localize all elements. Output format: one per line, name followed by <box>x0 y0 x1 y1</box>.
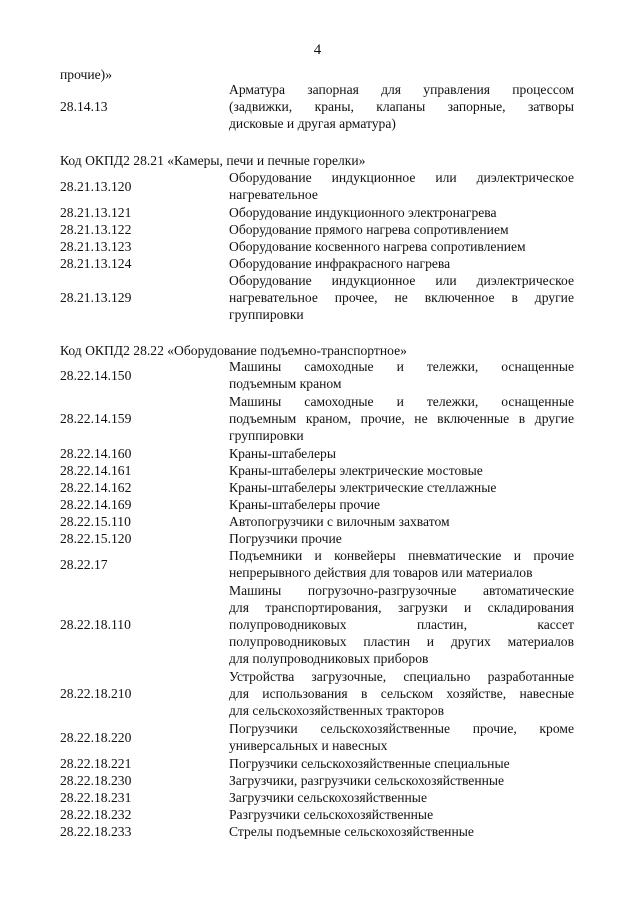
entry-code: 28.22.18.221 <box>60 756 132 771</box>
entry-desc-line: Загрузчики, разгрузчики сельскохозяйственные <box>229 773 505 788</box>
entry-desc-line: Устройства загрузочные, специально разработанные <box>229 669 574 684</box>
entry-code: 28.22.15.120 <box>60 531 132 546</box>
entry-desc-line: Оборудование прямого нагрева сопротивлением <box>229 222 509 237</box>
intro-desc-line: дисковые и другая арматура) <box>229 116 396 131</box>
intro-desc-line: (задвижки, краны, клапаны запорные, затворы <box>229 99 574 114</box>
entry-desc-line: подъемным краном <box>229 376 342 391</box>
entry-desc-line: непрерывного действия для товаров или материалов <box>229 565 533 580</box>
entry-desc-line: Машины самоходные и тележки, оснащенные <box>229 359 574 374</box>
entry-desc-line: Погрузчики прочие <box>229 531 342 546</box>
entry-desc-line: Машины погрузочно-разгрузочные автоматические <box>229 583 574 598</box>
entry-desc-line: Краны-штабелеры прочие <box>229 497 381 512</box>
entry-desc-line: для сельскохозяйственных тракторов <box>229 703 445 718</box>
entry-desc-line: нагревательное прочее, не включенное в другие <box>229 290 574 305</box>
entry-code: 28.22.18.232 <box>60 807 132 822</box>
entry-code: 28.22.18.220 <box>60 730 132 745</box>
entry-code: 28.22.18.233 <box>60 824 132 839</box>
intro-desc-line: Арматура запорная для управления процессом <box>229 82 574 97</box>
entry-desc-line: Погрузчики сельскохозяйственные специальные <box>229 756 510 771</box>
entry-desc-line: Оборудование индукционного электронагрева <box>229 205 497 220</box>
entry-code: 28.21.13.129 <box>60 290 132 305</box>
entry-code: 28.21.13.123 <box>60 239 132 254</box>
entry-desc-line: для полупроводниковых приборов <box>229 651 429 666</box>
entry-desc-line: для использования в сельском хозяйстве, навесные <box>229 686 574 701</box>
entry-code: 28.22.18.231 <box>60 790 132 805</box>
entry-desc-line: для транспортирования, загрузки и складирования <box>229 600 574 615</box>
entry-desc-line: группировки <box>229 428 304 443</box>
entry-desc-line: Машины самоходные и тележки, оснащенные <box>229 394 574 409</box>
entry-code: 28.22.14.160 <box>60 446 132 461</box>
entry-desc-line: подъемным краном, прочие, не включенные в другие <box>229 411 574 426</box>
intro-code: 28.14.13 <box>60 99 108 114</box>
entry-desc-line: группировки <box>229 307 304 322</box>
entry-code: 28.22.14.162 <box>60 480 132 495</box>
entry-desc-line: Оборудование индукционное или диэлектрическое <box>229 273 574 288</box>
entry-desc-line: полупроводниковых пластин и других материалов <box>229 634 574 649</box>
entry-desc-line: Погрузчики сельскохозяйственные прочие, кроме <box>229 721 574 736</box>
entry-code: 28.21.13.124 <box>60 256 132 271</box>
entry-code: 28.22.14.159 <box>60 411 132 426</box>
entry-desc-line: Разгрузчики сельскохозяйственные <box>229 807 434 822</box>
page-number: 4 <box>313 42 322 58</box>
entry-code: 28.22.14.150 <box>60 368 132 383</box>
entry-code: 28.22.14.169 <box>60 497 132 512</box>
intro-tail: прочие)» <box>60 67 112 82</box>
entry-desc-line: Краны-штабелеры электрические мостовые <box>229 463 483 478</box>
entry-code: 28.22.18.110 <box>60 617 131 632</box>
entry-desc-line: Оборудование индукционное или диэлектрическое <box>229 170 574 185</box>
section-heading: Код ОКПД2 28.21 «Камеры, печи и печные горелки» <box>60 153 366 168</box>
entry-desc-line: Оборудование косвенного нагрева сопротивлением <box>229 239 526 254</box>
entry-desc-line: полупроводниковых пластин, кассет <box>229 617 574 632</box>
entry-desc-line: Краны-штабелеры электрические стеллажные <box>229 480 497 495</box>
entry-desc-line: Загрузчики сельскохозяйственные <box>229 790 427 805</box>
entry-desc-line: Оборудование инфракрасного нагрева <box>229 256 451 271</box>
entry-desc-line: универсальных и навесных <box>229 738 388 753</box>
entry-code: 28.22.14.161 <box>60 463 132 478</box>
section-heading: Код ОКПД2 28.22 «Оборудование подъемно-транспортное» <box>60 343 407 358</box>
entry-desc-line: Подъемники и конвейеры пневматические и прочие <box>229 548 574 563</box>
entry-desc-line: нагревательное <box>229 187 318 202</box>
entry-code: 28.21.13.121 <box>60 205 132 220</box>
entry-desc-line: Стрелы подъемные сельскохозяйственные <box>229 824 474 839</box>
entry-code: 28.21.13.122 <box>60 222 132 237</box>
entry-code: 28.22.15.110 <box>60 514 131 529</box>
entry-code: 28.22.17 <box>60 557 108 572</box>
entry-code: 28.22.18.230 <box>60 773 132 788</box>
entry-code: 28.22.18.210 <box>60 686 132 701</box>
entry-code: 28.21.13.120 <box>60 179 132 194</box>
entry-desc-line: Краны-штабелеры <box>229 446 336 461</box>
entry-desc-line: Автопогрузчики с вилочным захватом <box>229 514 450 529</box>
